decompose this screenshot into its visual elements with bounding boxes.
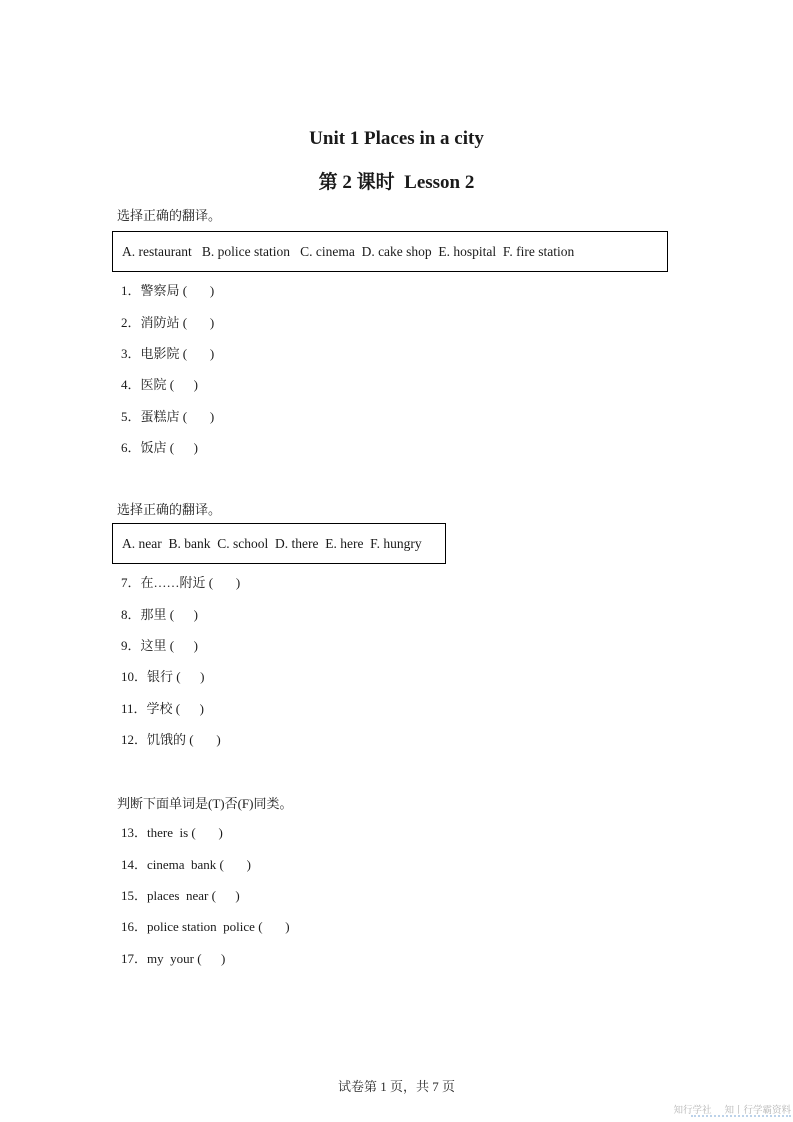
exercise-item-4: 4．医院 ( ): [121, 377, 198, 393]
page-footer: 试卷第 1 页，共 7 页: [337, 1079, 455, 1094]
exercise-item-6: 6．饭店 ( ): [121, 439, 198, 455]
exercise-item-9: 9．这里 ( ): [121, 637, 198, 653]
exercise-item-8: 8．那里 ( ): [121, 606, 198, 622]
exercise-item-17: 17．my your ( ): [121, 950, 226, 966]
watermark: [673, 1102, 791, 1116]
section-1-instruction: 选择正确的翻译。: [117, 208, 222, 223]
watermark-left-text: 知行学社: [673, 1106, 712, 1116]
section-2-options-box: A. near B. bank C. school D. there E. here F. hungry: [112, 523, 446, 564]
exercise-item-12: 12．饥饿的 ( ): [121, 731, 221, 747]
page-title: Unit 1 Places in a city: [309, 128, 484, 149]
section-2-instruction: 选择正确的翻译。: [117, 502, 222, 517]
exercise-item-1: 1．警察局 ( ): [121, 283, 215, 299]
exercise-item-14: 14．cinema bank ( ): [121, 856, 251, 872]
section-1-items: [121, 274, 214, 462]
section-3-instruction: 判断下面单词是(T)否(F)同类。: [117, 796, 293, 811]
exercise-item-10: 10．银行 ( ): [121, 669, 205, 685]
exercise-item-2: 2．消防站 ( ): [121, 314, 215, 330]
watermark-dotted-underline: [691, 1115, 791, 1117]
exercise-item-15: 15．places near ( ): [121, 887, 240, 903]
section-2-items: [121, 566, 240, 754]
exercise-item-5: 5．蛋糕店 ( ): [121, 408, 215, 424]
page-subtitle: 第 2 课时 Lesson 2: [318, 172, 475, 193]
exercise-item-11: 11．学校 ( ): [121, 700, 204, 716]
exercise-item-16: 16．police station police ( ): [121, 919, 290, 935]
section-3-items: [121, 816, 290, 973]
section-1-options-box: A. restaurant B. police station C. cinema D. cake shop E. hospital F. fire station: [112, 231, 668, 272]
exercise-item-7: 7．在……附近 ( ): [121, 575, 241, 591]
exercise-item-3: 3．电影院 ( ): [121, 345, 215, 361]
watermark-right-text: 知丨行学霸资料: [724, 1106, 791, 1116]
exercise-item-13: 13．there is ( ): [121, 825, 223, 841]
